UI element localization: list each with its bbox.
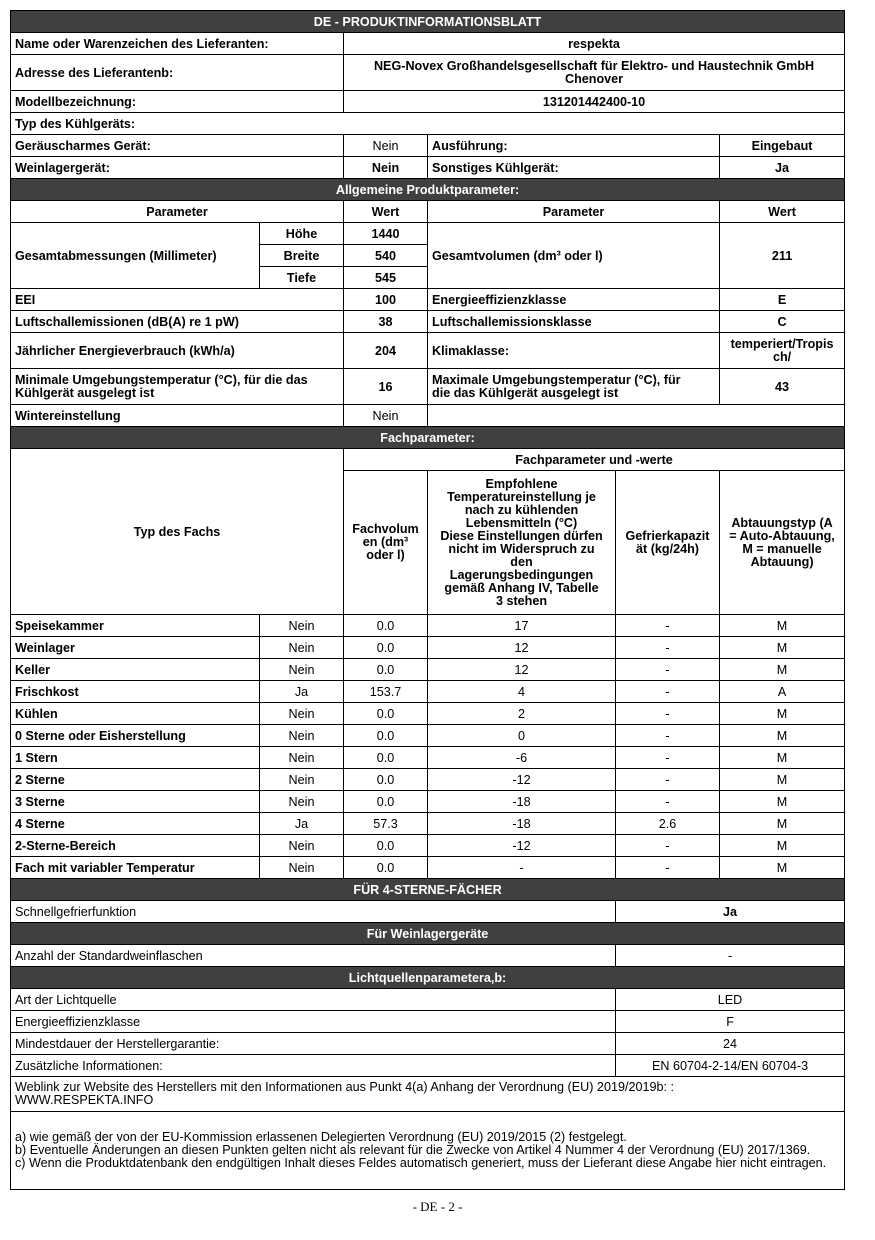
header-line: nicht im Widerspruch zu	[448, 541, 595, 556]
wine-storage-label: Weinlagergerät:	[11, 157, 344, 179]
fast-freeze-value: Ja	[616, 901, 845, 923]
header-line: Gefrierkapazit	[625, 528, 710, 543]
header-line: Fachvolum	[352, 522, 419, 536]
compartment-temp: -	[428, 857, 616, 879]
compartment-temp: -12	[428, 769, 616, 791]
compartment-row	[11, 791, 845, 813]
fast-freeze-label: Schnellgefrierfunktion	[11, 901, 616, 923]
compartment-present: Nein	[260, 725, 344, 747]
wine-storage-value: Nein	[344, 157, 428, 179]
compartment-temp: -6	[428, 747, 616, 769]
compartment-defrost-type: M	[720, 703, 845, 725]
footnotes-cell	[11, 1112, 845, 1190]
light-energy-class-value: F	[616, 1011, 845, 1033]
compartment-row	[11, 725, 845, 747]
compartment-name: 3 Sterne	[11, 791, 260, 813]
compartment-values-header: Fachparameter und -werte	[344, 449, 845, 471]
noise-class-value: C	[720, 311, 845, 333]
compartment-defrost-type: M	[720, 791, 845, 813]
light-type-value: LED	[616, 989, 845, 1011]
compartment-present: Nein	[260, 791, 344, 813]
compartment-volume: 0.0	[344, 769, 428, 791]
compartment-name: 4 Sterne	[11, 813, 260, 835]
compartment-temp: 12	[428, 659, 616, 681]
address-line: NEG-Novex Großhandelsgesellschaft für Elektro- und Haustechnik GmbH	[373, 58, 815, 73]
compartment-freeze-capacity: -	[616, 791, 720, 813]
light-energy-class-label: Energieeffizienzklasse	[11, 1011, 616, 1033]
weblink-text: Weblink zur Website des Herstellers mit den Informationen aus Punkt 4(a) Anhang der Verordnung (EU) 2019/2019b: :	[15, 1080, 674, 1094]
compartment-volume: 0.0	[344, 791, 428, 813]
compartment-freeze-capacity: -	[616, 703, 720, 725]
compartment-defrost-type: M	[720, 725, 845, 747]
weblink-cell	[11, 1077, 845, 1112]
additional-info-label: Zusätzliche Informationen:	[11, 1055, 616, 1077]
noise-label: Luftschallemissionen (dB(A) re 1 pW)	[11, 311, 344, 333]
compartment-present: Nein	[260, 857, 344, 879]
compartment-freeze-capacity: 2.6	[616, 813, 720, 835]
footnote-b: b) Eventuelle Änderungen an diesen Punkten gelten nicht als relevant für die Zwecke von Artikel 4 Nummer 4 der Verordnung (EU) 2017/1369.	[15, 1143, 811, 1157]
compartment-defrost-type: M	[720, 747, 845, 769]
compartment-present: Ja	[260, 813, 344, 835]
compartment-type-header: Typ des Fachs	[11, 449, 344, 615]
compartment-temp: 17	[428, 615, 616, 637]
climate-class-value	[720, 333, 845, 369]
low-noise-value: Nein	[344, 135, 428, 157]
header-line: nach zu kühlenden	[464, 502, 579, 517]
sheet-title: DE - PRODUKTINFORMATIONSBLATT	[11, 11, 845, 33]
compartment-present: Nein	[260, 637, 344, 659]
annual-energy-label: Jährlicher Energieverbrauch (kWh/a)	[11, 333, 344, 369]
compartment-row	[11, 769, 845, 791]
compartment-name: 2-Sterne-Bereich	[11, 835, 260, 857]
model-label: Modellbezeichnung:	[11, 91, 344, 113]
col-value: Wert	[344, 201, 428, 223]
energy-class-label: Energieeffizienzklasse	[428, 289, 720, 311]
max-temp-line: die das Kühlgerät ausgelegt ist	[432, 385, 619, 400]
compartment-volume: 153.7	[344, 681, 428, 703]
header-line: M = manuelle	[742, 541, 822, 556]
model-value: 131201442400-10	[344, 91, 845, 113]
compartment-volume: 0.0	[344, 637, 428, 659]
compartment-freeze-capacity: -	[616, 681, 720, 703]
compartment-row	[11, 703, 845, 725]
eei-label: EEI	[11, 289, 344, 311]
low-noise-label: Geräuscharmes Gerät:	[11, 135, 344, 157]
other-appliance-label: Sonstiges Kühlgerät:	[428, 157, 720, 179]
climate-class-label: Klimaklasse:	[428, 333, 720, 369]
compartment-present: Nein	[260, 769, 344, 791]
compartment-volume: 0.0	[344, 703, 428, 725]
compartment-freeze-capacity: -	[616, 747, 720, 769]
header-line: 3 stehen	[495, 593, 548, 608]
width-value: 540	[344, 245, 428, 267]
compartment-name: Keller	[11, 659, 260, 681]
compartment-name: Weinlager	[11, 637, 260, 659]
empty-cell	[428, 405, 845, 427]
compartment-defrost-type: M	[720, 659, 845, 681]
compartment-row	[11, 637, 845, 659]
compartment-name: Speisekammer	[11, 615, 260, 637]
compartment-temp: 12	[428, 637, 616, 659]
freeze-col-header	[616, 471, 720, 615]
header-line: en (dm³	[362, 535, 409, 549]
header-line: oder l)	[366, 548, 405, 562]
compartment-volume: 0.0	[344, 835, 428, 857]
compartment-name: Fach mit variabler Temperatur	[11, 857, 260, 879]
compartment-name: 1 Stern	[11, 747, 260, 769]
supplier-address-label: Adresse des Lieferantenb:	[11, 55, 344, 91]
additional-info-value: EN 60704-2-14/EN 60704-3	[616, 1055, 845, 1077]
page-footer: - DE - 2 -	[412, 1199, 463, 1214]
light-source-header: Lichtquellenparametera,b:	[11, 967, 845, 989]
noise-class-label: Luftschallemissionsklasse	[428, 311, 720, 333]
compartment-freeze-capacity: -	[616, 725, 720, 747]
compartment-defrost-type: A	[720, 681, 845, 703]
header-line: ät (kg/24h)	[636, 541, 699, 556]
compartment-name: 0 Sterne oder Eisherstellung	[11, 725, 260, 747]
compartment-volume: 0.0	[344, 725, 428, 747]
compartment-volume: 0.0	[344, 857, 428, 879]
depth-value: 545	[344, 267, 428, 289]
supplier-name-value: respekta	[344, 33, 845, 55]
appliance-type-label: Typ des Kühlgeräts:	[11, 113, 845, 135]
product-info-table	[10, 10, 845, 1190]
compartment-row	[11, 747, 845, 769]
header-line: Temperatureinstellung je	[447, 489, 596, 504]
winter-setting-value: Nein	[344, 405, 428, 427]
compartment-defrost-type: M	[720, 813, 845, 835]
address-line: Chenover	[564, 71, 624, 86]
col-value: Wert	[720, 201, 845, 223]
eei-value: 100	[344, 289, 428, 311]
compartment-row	[11, 659, 845, 681]
annual-energy-value: 204	[344, 333, 428, 369]
footnote-a: a) wie gemäß der von der EU-Kommission erlassenen Delegierten Verordnung (EU) 2019/2015 (2) festgelegt.	[15, 1130, 627, 1144]
compartment-present: Nein	[260, 659, 344, 681]
compartment-defrost-type: M	[720, 637, 845, 659]
compartment-defrost-type: M	[720, 835, 845, 857]
compartment-freeze-capacity: -	[616, 769, 720, 791]
header-line: gemäß Anhang IV, Tabelle	[444, 580, 599, 595]
header-line: Lebensmitteln (°C)	[465, 515, 578, 530]
defrost-col-header	[720, 471, 845, 615]
wine-bottles-label: Anzahl der Standardweinflaschen	[11, 945, 616, 967]
compartment-name: 2 Sterne	[11, 769, 260, 791]
height-label: Höhe	[260, 223, 344, 245]
header-line: = Auto-Abtauung,	[729, 528, 835, 543]
max-temp-value: 43	[720, 369, 845, 405]
light-type-label: Art der Lichtquelle	[11, 989, 616, 1011]
climate-line: ch/	[772, 349, 792, 364]
compartment-row	[11, 681, 845, 703]
compartment-temp: -18	[428, 813, 616, 835]
wine-bottles-value: -	[616, 945, 845, 967]
supplier-name-label: Name oder Warenzeichen des Lieferanten:	[11, 33, 344, 55]
max-temp-label	[428, 369, 720, 405]
header-line: Abtauung)	[750, 554, 814, 569]
compartment-freeze-capacity: -	[616, 835, 720, 857]
winter-setting-label: Wintereinstellung	[11, 405, 344, 427]
four-star-header: FÜR 4-STERNE-FÄCHER	[11, 879, 845, 901]
col-parameter: Parameter	[428, 201, 720, 223]
compartment-row	[11, 835, 845, 857]
min-temp-line: Minimale Umgebungstemperatur (°C), für die das	[15, 372, 308, 387]
compartment-volume: 0.0	[344, 615, 428, 637]
compartment-temp: 2	[428, 703, 616, 725]
compartment-temp: 4	[428, 681, 616, 703]
max-temp-line: Maximale Umgebungstemperatur (°C), für	[432, 372, 681, 387]
climate-line: temperiert/Tropis	[730, 336, 834, 351]
compartment-defrost-type: M	[720, 615, 845, 637]
compartment-params-header: Fachparameter:	[11, 427, 845, 449]
min-temp-label	[11, 369, 344, 405]
min-temp-line: Kühlgerät ausgelegt ist	[15, 385, 155, 400]
design-value: Eingebaut	[720, 135, 845, 157]
header-line: Abtauungstyp (A	[731, 515, 833, 530]
header-line: Diese Einstellungen dürfen	[440, 528, 603, 543]
compartment-row	[11, 857, 845, 879]
compartment-volume: 0.0	[344, 659, 428, 681]
compartment-present: Ja	[260, 681, 344, 703]
col-parameter: Parameter	[11, 201, 344, 223]
compartment-defrost-type: M	[720, 857, 845, 879]
compartment-row	[11, 615, 845, 637]
compartment-freeze-capacity: -	[616, 615, 720, 637]
header-line: Lagerungsbedingungen	[449, 567, 594, 582]
wine-header: Für Weinlagergeräte	[11, 923, 845, 945]
compartment-volume: 57.3	[344, 813, 428, 835]
noise-value: 38	[344, 311, 428, 333]
compartment-present: Nein	[260, 703, 344, 725]
compartment-present: Nein	[260, 615, 344, 637]
warranty-label: Mindestdauer der Herstellergarantie:	[11, 1033, 616, 1055]
compartment-row	[11, 813, 845, 835]
warranty-value: 24	[616, 1033, 845, 1055]
depth-label: Tiefe	[260, 267, 344, 289]
total-volume-value: 211	[720, 223, 845, 289]
other-appliance-value: Ja	[720, 157, 845, 179]
dimensions-label: Gesamtabmessungen (Millimeter)	[11, 223, 260, 289]
compartment-defrost-type: M	[720, 769, 845, 791]
min-temp-value: 16	[344, 369, 428, 405]
temp-col-header	[428, 471, 616, 615]
compartment-temp: -12	[428, 835, 616, 857]
height-value: 1440	[344, 223, 428, 245]
compartment-name: Kühlen	[11, 703, 260, 725]
compartment-freeze-capacity: -	[616, 659, 720, 681]
supplier-address-value	[344, 55, 845, 91]
header-line: den	[510, 554, 533, 569]
compartment-temp: -18	[428, 791, 616, 813]
compartment-freeze-capacity: -	[616, 857, 720, 879]
design-label: Ausführung:	[428, 135, 720, 157]
compartment-present: Nein	[260, 747, 344, 769]
compartment-volume: 0.0	[344, 747, 428, 769]
compartment-name: Frischkost	[11, 681, 260, 703]
header-line: Empfohlene	[485, 476, 558, 491]
weblink-url[interactable]: WWW.RESPEKTA.INFO	[15, 1093, 154, 1107]
footnote-c: c) Wenn die Produktdatenbank den endgültigen Inhalt dieses Feldes automatisch generiert, muss der Lieferant diese Angabe hier nicht eintragen.	[15, 1156, 827, 1170]
compartment-temp: 0	[428, 725, 616, 747]
width-label: Breite	[260, 245, 344, 267]
compartment-present: Nein	[260, 835, 344, 857]
general-params-header: Allgemeine Produktparameter:	[11, 179, 845, 201]
compartment-freeze-capacity: -	[616, 637, 720, 659]
total-volume-label: Gesamtvolumen (dm³ oder l)	[428, 223, 720, 289]
volume-col-header	[344, 471, 428, 615]
energy-class-value: E	[720, 289, 845, 311]
